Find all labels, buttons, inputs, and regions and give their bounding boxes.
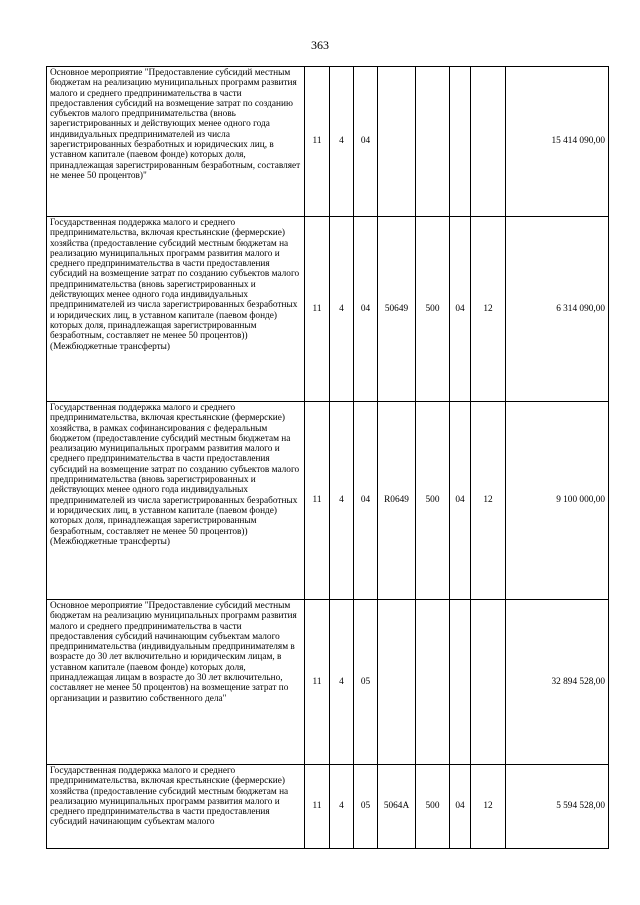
- code-cell: 11: [305, 67, 330, 217]
- row-description: Государственная поддержка малого и среднего предпринимательства, включая крестьянские (фермерские) хозяйства (предоставление субсидий местным бюджетам на реализацию муниципальных программ развития малого и среднего предпринимательства в части предоставления субсидий начинающим субъектам малого: [47, 765, 305, 849]
- code-cell: 04: [450, 217, 471, 402]
- code-cell: R0649: [378, 402, 416, 600]
- code-cell: 50649: [378, 217, 416, 402]
- amount-cell: 5 594 528,00: [506, 765, 609, 849]
- row-description: Основное мероприятие "Предоставление субсидий местным бюджетам на реализацию муниципальных программ развития малого и среднего предпринимательства в части предоставления субсидий на возмещение затрат по созданию субъектов малого предпринимательства (вновь зарегистрированных и действующих менее одного года индивидуальных предпринимателей из числа зарегистрированных безработных и юридических лиц, в уставном капитале (паевом фонде) которых доля, принадлежащая зарегистрированным безработным, составляет не менее 50 процентов)": [47, 67, 305, 217]
- page-number: 363: [311, 38, 329, 52]
- code-cell: [416, 67, 450, 217]
- code-cell: 500: [416, 402, 450, 600]
- amount-cell: 6 314 090,00: [506, 217, 609, 402]
- code-cell: 05: [354, 600, 378, 765]
- code-cell: 500: [416, 765, 450, 849]
- code-cell: [471, 67, 506, 217]
- code-cell: [378, 67, 416, 217]
- code-cell: 12: [471, 217, 506, 402]
- row-description: Государственная поддержка малого и среднего предпринимательства, включая крестьянские (фермерские) хозяйства, в рамках софинансирования с федеральным бюджетом (предоставление субсидий местным бюджетам на реализацию муниципальных программ развития малого и среднего предпринимательства в части предоставления субсидий на возмещение затрат по созданию субъектов малого предпринимательства (вновь зарегистрированных и действующих менее одного года индивидуальных предпринимателей из числа зарегистрированных безработных и юридических лиц, в уставном капитале (паевом фонде) которых доля, принадлежащая зарегистрированным безработным, составляет не менее 50 процентов)) (Межбюджетные трансферты): [47, 402, 305, 600]
- code-cell: 05: [354, 765, 378, 849]
- code-cell: 04: [450, 765, 471, 849]
- code-cell: 500: [416, 217, 450, 402]
- code-cell: 4: [330, 67, 354, 217]
- table-row: [47, 67, 609, 217]
- code-cell: 11: [305, 600, 330, 765]
- code-cell: 5064А: [378, 765, 416, 849]
- table-row: [47, 765, 609, 849]
- code-cell: 12: [471, 765, 506, 849]
- row-description: Государственная поддержка малого и среднего предпринимательства, включая крестьянские (фермерские) хозяйства (предоставление субсидий местным бюджетам на реализацию муниципальных программ развития малого и среднего предпринимательства в части предоставления субсидий на возмещение затрат по созданию субъектов малого предпринимательства (вновь зарегистрированных и действующих менее одного года индивидуальных предпринимателей из числа зарегистрированных безработных и юридических лиц, в уставном капитале (паевом фонде) которых доля, принадлежащая зарегистрированным безработным, составляет не менее 50 процентов)) (Межбюджетные трансферты): [47, 217, 305, 402]
- code-cell: 4: [330, 402, 354, 600]
- code-cell: 11: [305, 217, 330, 402]
- table-row: [47, 402, 609, 600]
- code-cell: [450, 67, 471, 217]
- code-cell: [450, 600, 471, 765]
- budget-table: [46, 66, 609, 849]
- table-row: [47, 600, 609, 765]
- code-cell: 4: [330, 765, 354, 849]
- code-cell: 4: [330, 217, 354, 402]
- row-description: Основное мероприятие "Предоставление субсидий местным бюджетам на реализацию муниципальных программ развития малого и среднего предпринимательства в части предоставления субсидий начинающим субъектам малого предпринимательства (индивидуальным предпринимателям в возрасте до 30 лет включительно и юридическим лицам, в уставном капитале (паевом фонде) которых доля, принадлежащая лицам в возрасте до 30 лет включительно, составляет не менее 50 процентов) на возмещение затрат по организации и развитию собственного дела": [47, 600, 305, 765]
- code-cell: 11: [305, 765, 330, 849]
- amount-cell: 15 414 090,00: [506, 67, 609, 217]
- amount-cell: 9 100 000,00: [506, 402, 609, 600]
- code-cell: 04: [354, 67, 378, 217]
- code-cell: [416, 600, 450, 765]
- code-cell: 11: [305, 402, 330, 600]
- code-cell: [471, 600, 506, 765]
- code-cell: 04: [450, 402, 471, 600]
- code-cell: 04: [354, 402, 378, 600]
- code-cell: 4: [330, 600, 354, 765]
- code-cell: 12: [471, 402, 506, 600]
- code-cell: [378, 600, 416, 765]
- table-row: [47, 217, 609, 402]
- code-cell: 04: [354, 217, 378, 402]
- amount-cell: 32 894 528,00: [506, 600, 609, 765]
